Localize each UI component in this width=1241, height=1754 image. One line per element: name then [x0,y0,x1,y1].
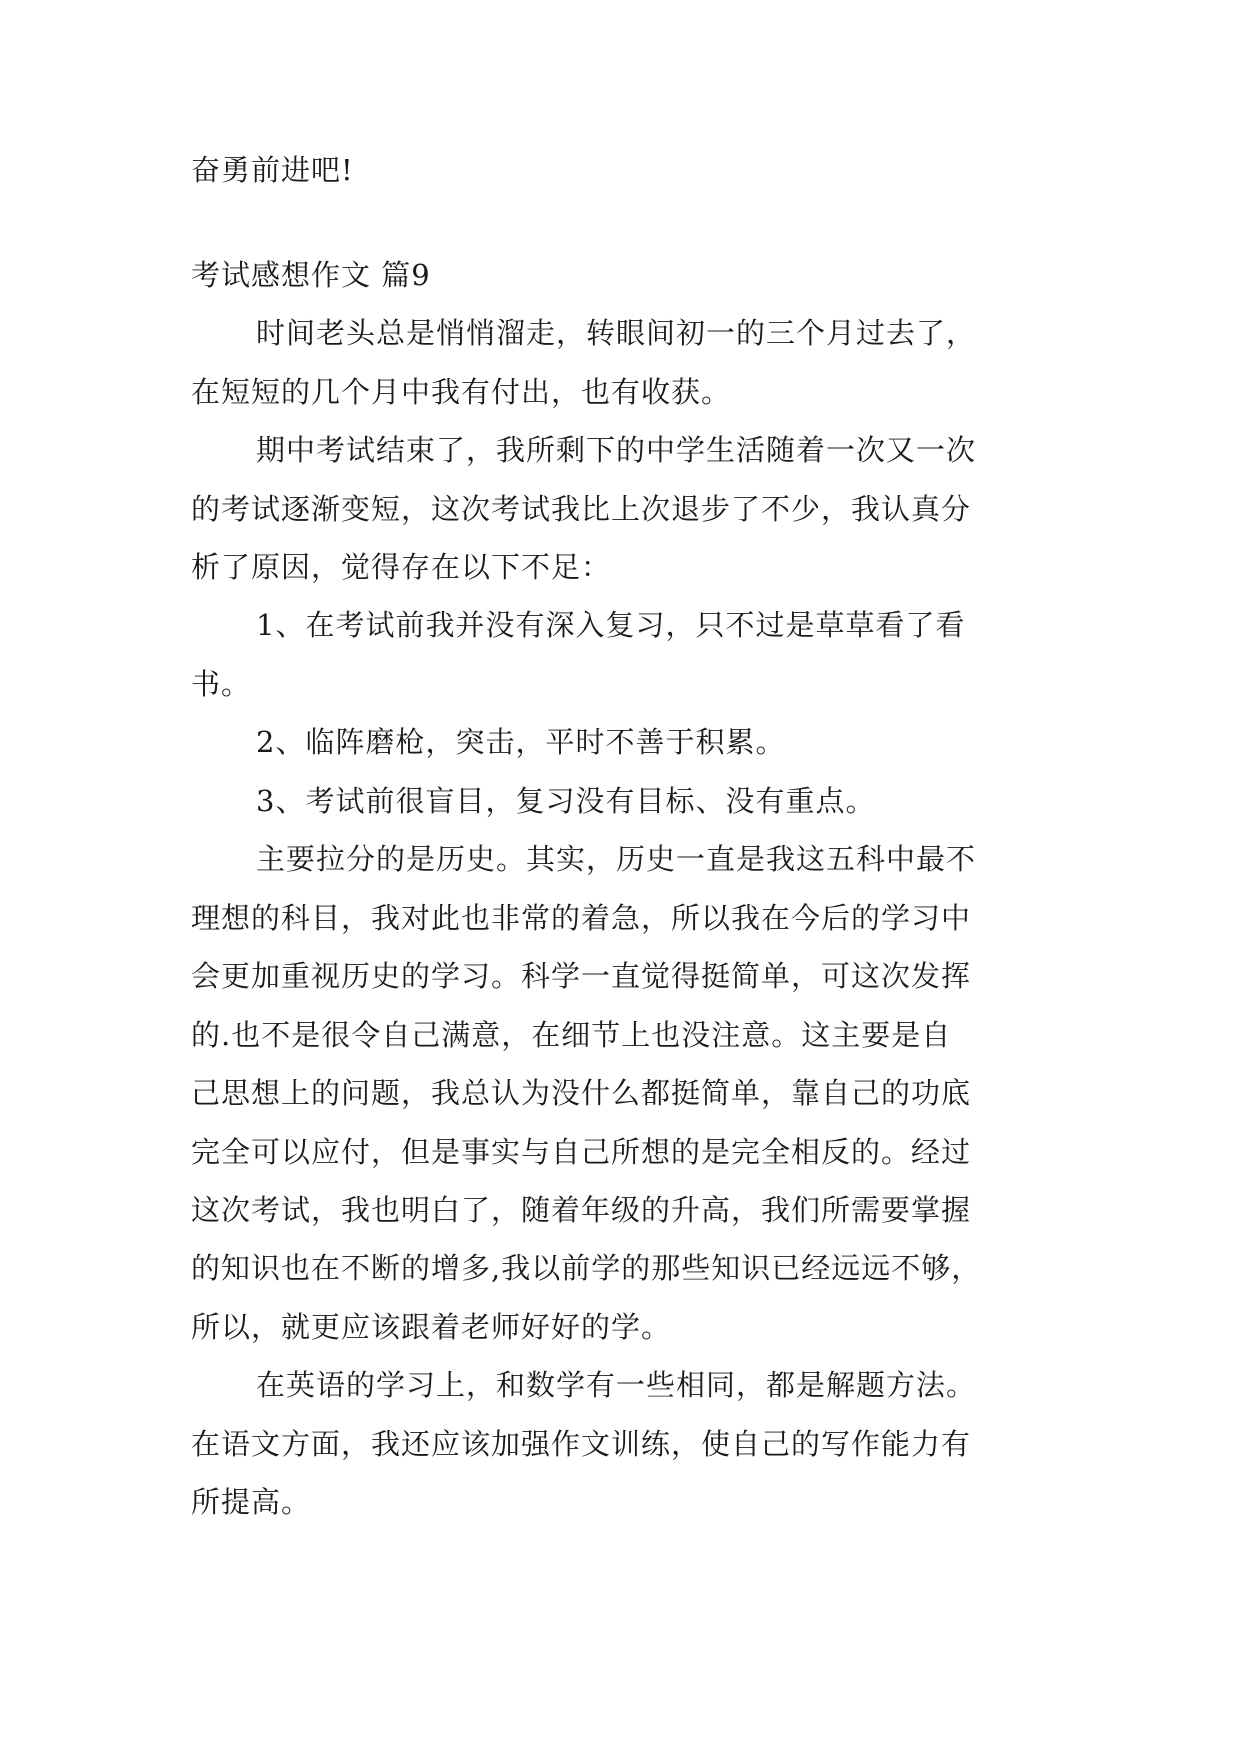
paragraph-line: 在语文方面，我还应该加强作文训练，使自己的写作能力有 [191,1427,972,1461]
paragraph-line: 的.也不是很令自己满意，在细节上也没注意。这主要是自 [191,1018,952,1052]
paragraph-line: 主要拉分的是历史。其实，历史一直是我这五科中最不 [256,842,977,876]
continuation-line: 奋勇前进吧! [191,153,354,187]
paragraph-line: 这次考试，我也明白了，随着年级的升高，我们所需要掌握 [191,1193,972,1227]
list-item-line: 2、临阵磨枪，突击，平时不善于积累。 [256,725,786,759]
paragraph-line: 理想的科目，我对此也非常的着急，所以我在今后的学习中 [191,901,972,935]
paragraph-line: 析了原因，觉得存在以下不足： [191,550,612,584]
list-item-line: 3、考试前很盲目，复习没有目标、没有重点。 [256,784,876,818]
paragraph-line: 期中考试结束了，我所剩下的中学生活随着一次又一次 [256,433,977,467]
section-heading: 考试感想作文 篇9 [191,258,431,292]
list-item-line: 书。 [191,667,252,701]
paragraph-line: 的考试逐渐变短，这次考试我比上次退步了不少，我认真分 [191,492,972,526]
paragraph-line: 所提高。 [191,1485,312,1519]
paragraph-line: 完全可以应付，但是事实与自己所想的是完全相反的。经过 [191,1135,972,1169]
paragraph-line: 己思想上的问题，我总认为没什么都挺简单，靠自己的功底 [191,1076,972,1110]
list-item-line: 1、在考试前我并没有深入复习，只不过是草草看了看 [256,608,966,642]
paragraph-line: 所以，就更应该跟着老师好好的学。 [191,1310,672,1344]
paragraph-line: 会更加重视历史的学习。科学一直觉得挺简单，可这次发挥 [191,959,972,993]
paragraph-line: 在英语的学习上，和数学有一些相同，都是解题方法。 [256,1368,977,1402]
paragraph-line: 时间老头总是悄悄溜走，转眼间初一的三个月过去了， [256,316,977,350]
paragraph-line: 在短短的几个月中我有付出，也有收获。 [191,375,732,409]
paragraph-line: 的知识也在不断的增多,我以前学的那些知识已经远远不够， [191,1251,982,1285]
